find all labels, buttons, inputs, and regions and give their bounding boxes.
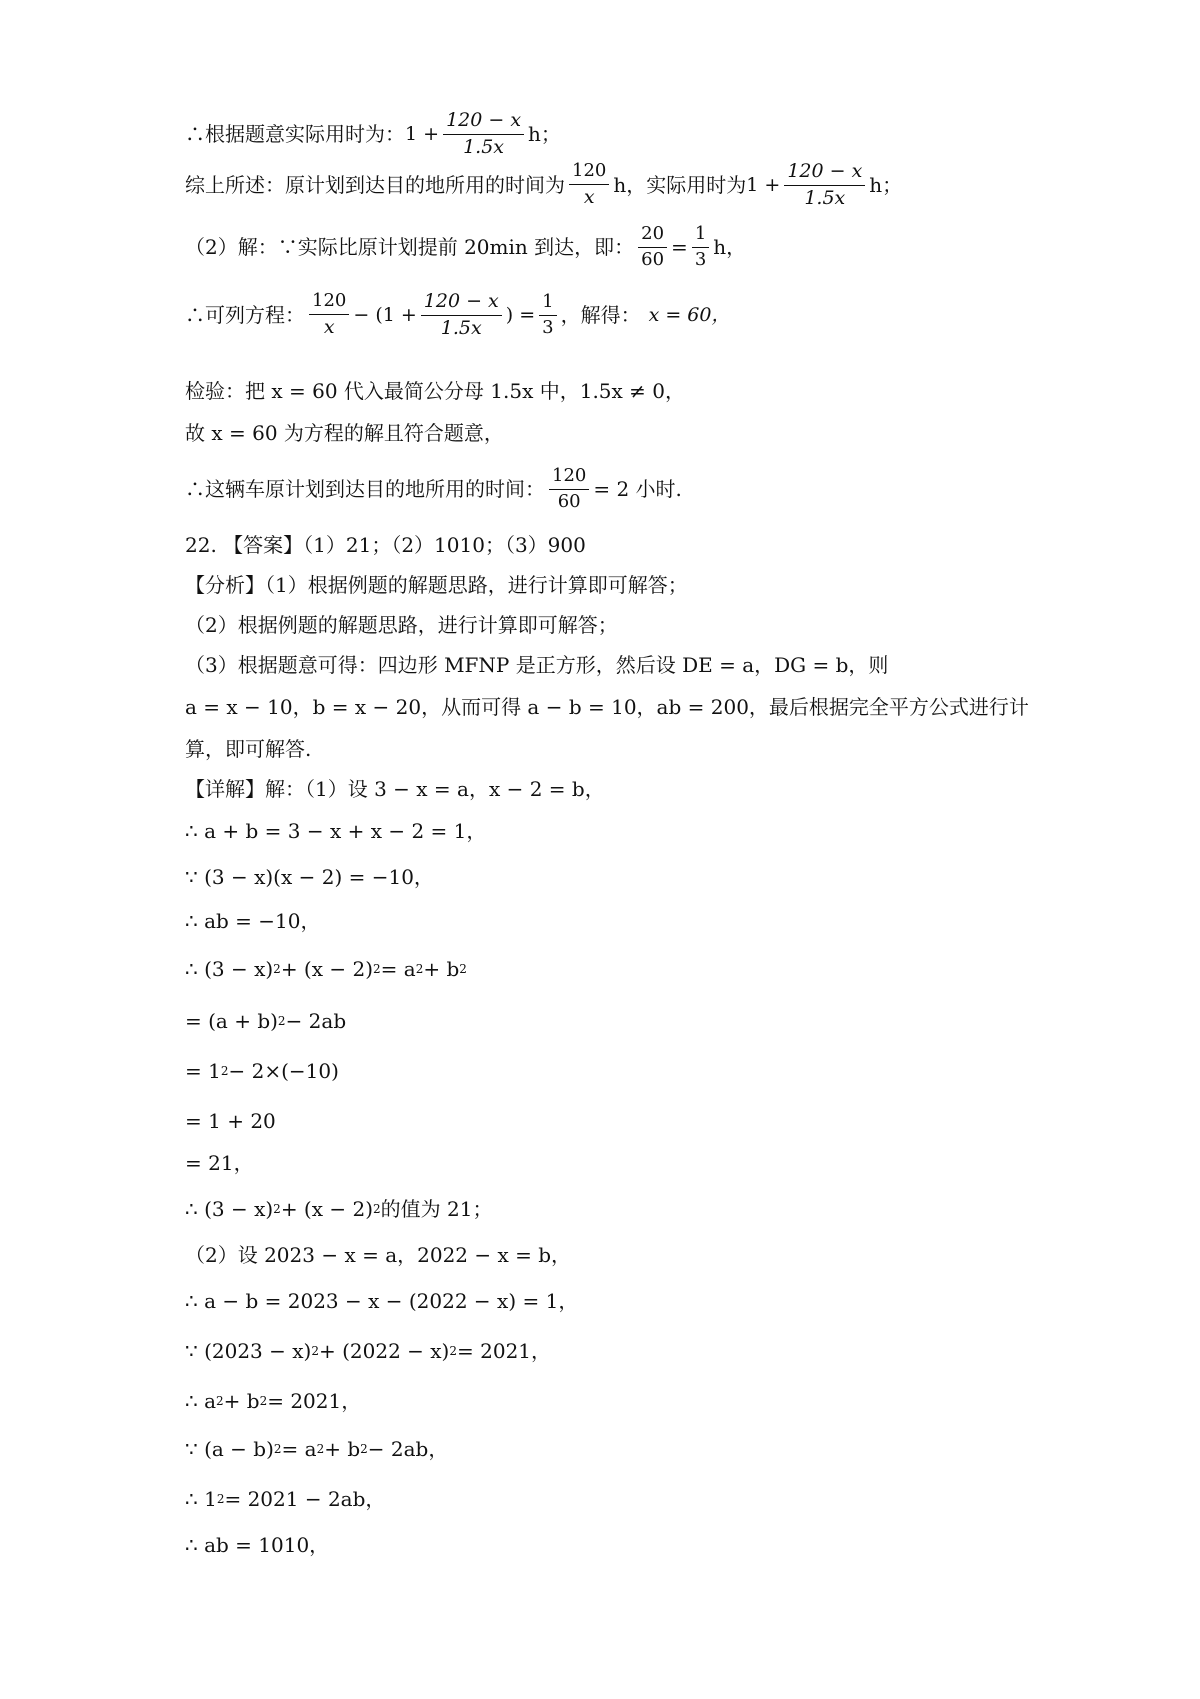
- fraction-denominator: 60: [557, 490, 581, 512]
- math-text: ∴ (3 − x): [185, 1197, 274, 1221]
- math-text: ) =: [505, 303, 536, 326]
- fraction-numerator: 120: [569, 161, 609, 185]
- fraction: [549, 466, 589, 512]
- line-2: [185, 160, 1060, 210]
- fraction: [309, 291, 349, 339]
- math-text: + b: [324, 1437, 361, 1461]
- text: h；: [528, 122, 561, 146]
- line-3: [185, 222, 1060, 272]
- fraction: [784, 161, 865, 210]
- fraction: [539, 292, 556, 338]
- line-15: ∴ a + b = 3 − x + x − 2 = 1，: [185, 819, 487, 843]
- fraction-denominator: x: [583, 185, 595, 208]
- math-text: x = 60，: [648, 303, 731, 326]
- math-text: = 1: [185, 1059, 221, 1083]
- line-5: 检验：把 x = 60 代入最简公分母 1.5x 中，1.5x ≠ 0，: [185, 379, 685, 403]
- text: 综上所述：原计划到达目的地所用的时间为: [185, 173, 565, 197]
- fraction: [443, 110, 524, 159]
- math-text: 1 +: [746, 173, 781, 196]
- text: 的值为 21；: [380, 1197, 493, 1221]
- line-27: ∴ a 2 + b 2 = 2021，: [185, 1389, 362, 1413]
- math-text: = 2021 − 2ab，: [224, 1487, 386, 1511]
- line-8: 22. 【答案】（1）21；（2）1010；（3）900: [185, 533, 586, 557]
- math-text: 1 +: [405, 122, 440, 145]
- fraction-denominator: 3: [694, 248, 707, 270]
- fraction-denominator: 60: [641, 248, 665, 270]
- text: ∴可列方程：: [185, 303, 305, 327]
- line-9: 【分析】（1）根据例题的解题思路，进行计算即可解答；: [185, 573, 688, 597]
- line-25: ∴ a − b = 2023 − x − (2022 − x) = 1，: [185, 1289, 579, 1313]
- line-21: = 1 + 20: [185, 1109, 276, 1133]
- line-6: 故 x = 60 为方程的解且符合题意，: [185, 421, 504, 445]
- line-1: [185, 108, 1060, 158]
- line-18: ∴ (3 − x) 2 + (x − 2) 2 = a 2 + b 2: [185, 957, 467, 981]
- text: h，实际用时为: [613, 173, 747, 197]
- line-20: = 1 2 − 2×(−10): [185, 1059, 339, 1083]
- line-28: ∵ (a − b) 2 = a 2 + b 2 − 2ab，: [185, 1437, 449, 1461]
- fraction: [569, 161, 609, 209]
- line-22: = 21，: [185, 1151, 254, 1175]
- text: （2）解：∵实际比原计划提前 20min 到达，即：: [185, 235, 635, 259]
- line-13: 算，即可解答.: [185, 737, 312, 761]
- math-text: = (a + b): [185, 1009, 278, 1033]
- text: ∴根据题意实际用时为：: [185, 122, 405, 146]
- line-4: [185, 290, 1060, 340]
- math-text: = a: [380, 957, 416, 981]
- math-text: + (x − 2): [280, 1197, 374, 1221]
- text: h，: [713, 235, 747, 259]
- text: =: [671, 235, 688, 259]
- fraction: [692, 224, 709, 270]
- math-text: − 2ab: [285, 1009, 347, 1033]
- fraction-numerator: 120 − x: [421, 291, 502, 316]
- line-19: = (a + b) 2 − 2ab: [185, 1009, 347, 1033]
- text: = 2 小时.: [593, 477, 682, 501]
- math-text: = a: [281, 1437, 317, 1461]
- math-text: + b: [223, 1389, 260, 1413]
- text: ，解得：: [560, 303, 641, 327]
- math-text: = 2021，: [457, 1339, 552, 1363]
- line-29: ∴ 1 2 = 2021 − 2ab，: [185, 1487, 386, 1511]
- math-text: ∴ 1: [185, 1487, 217, 1511]
- math-text: + (2022 − x): [318, 1339, 450, 1363]
- math-text: ∴ (3 − x): [185, 957, 274, 981]
- fraction-denominator: 1.5x: [804, 186, 846, 209]
- line-24: （2）设 2023 − x = a，2022 − x = b，: [185, 1243, 572, 1267]
- fraction-numerator: 120: [549, 466, 589, 490]
- fraction-numerator: 120: [309, 291, 349, 315]
- line-30: ∴ ab = 1010，: [185, 1533, 330, 1557]
- fraction-numerator: 20: [638, 224, 667, 248]
- math-text: + b: [423, 957, 460, 981]
- text: h；: [869, 173, 903, 197]
- math-text: ∵ (a − b): [185, 1437, 274, 1461]
- math-text: + (x − 2): [280, 957, 374, 981]
- fraction-numerator: 120 − x: [784, 161, 865, 186]
- math-text: ∴ a: [185, 1389, 217, 1413]
- math-text: − 2×(−10): [228, 1059, 339, 1083]
- fraction-denominator: 1.5x: [463, 135, 505, 158]
- fraction-numerator: 1: [539, 292, 556, 316]
- line-16: ∵ (3 − x)(x − 2) = −10，: [185, 865, 434, 889]
- fraction-numerator: 120 − x: [443, 110, 524, 135]
- fraction-numerator: 1: [692, 224, 709, 248]
- fraction-denominator: x: [323, 315, 335, 338]
- line-7: [185, 464, 1060, 514]
- line-11: （3）根据题意可得：四边形 MFNP 是正方形，然后设 DE = a，DG = b，则: [185, 653, 889, 677]
- line-17: ∴ ab = −10，: [185, 909, 321, 933]
- fraction: [638, 224, 667, 270]
- line-23: ∴ (3 − x) 2 + (x − 2) 2 的值为 21；: [185, 1197, 493, 1221]
- fraction-denominator: 3: [542, 316, 554, 338]
- math-text: = 2021，: [267, 1389, 362, 1413]
- line-14: 【详解】解：（1）设 3 − x = a，x − 2 = b，: [185, 777, 605, 801]
- line-26: ∵ (2023 − x) 2 + (2022 − x) 2 = 2021，: [185, 1339, 552, 1363]
- math-text: ∵ (2023 − x): [185, 1339, 312, 1363]
- fraction-denominator: 1.5x: [440, 316, 482, 339]
- fraction: [421, 291, 502, 340]
- line-12: a = x − 10，b = x − 20，从而可得 a − b = 10，ab = 200，最后根据完全平方公式进行计: [185, 695, 1029, 719]
- math-text: − (1 +: [353, 303, 417, 326]
- math-text: − 2ab，: [367, 1437, 449, 1461]
- text: ∴这辆车原计划到达目的地所用的时间：: [185, 477, 545, 501]
- line-10: （2）根据例题的解题思路，进行计算即可解答；: [185, 613, 618, 637]
